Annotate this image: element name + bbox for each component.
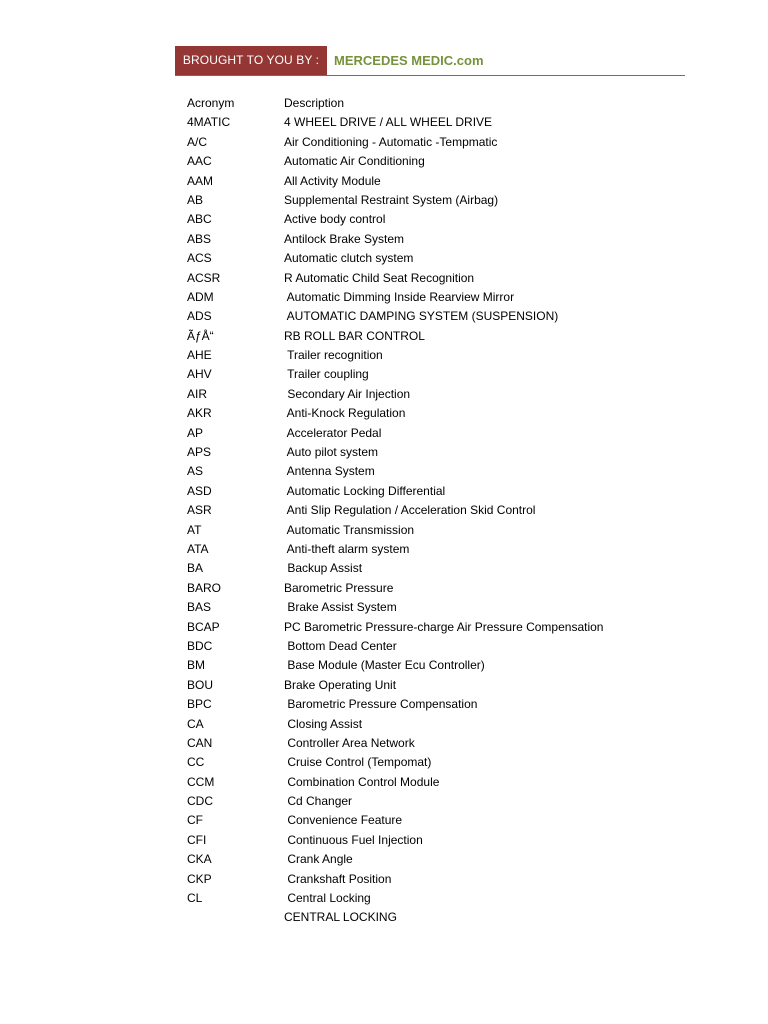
- acronym-cell: AHE: [187, 348, 212, 363]
- acronym-cell: AT: [187, 522, 202, 537]
- table-row: [187, 462, 375, 481]
- acronym-cell: AB: [187, 192, 204, 207]
- table-row: [187, 540, 410, 559]
- acronym-cell: CL: [187, 891, 203, 906]
- table-row: [187, 889, 371, 908]
- description-cell: Anti Slip Regulation / Acceleration Skid Control: [284, 503, 536, 518]
- table-row: [187, 850, 353, 869]
- acronym-cell: ADM: [187, 289, 214, 304]
- table-row: [187, 559, 363, 578]
- acronym-cell: BA: [187, 561, 204, 576]
- acronym-cell: BAS: [187, 600, 212, 615]
- description-cell: Anti-Knock Regulation: [284, 406, 406, 421]
- description-cell: Automatic Locking Differential: [284, 483, 446, 498]
- table-row: [187, 676, 397, 695]
- acronym-cell: AKR: [187, 406, 212, 421]
- description-cell: Convenience Feature: [284, 813, 403, 828]
- description-cell: All Activity Module: [284, 173, 381, 188]
- table-row: [187, 133, 498, 152]
- table-row: [187, 579, 394, 598]
- description-cell: Bottom Dead Center: [284, 638, 397, 653]
- acronym-cell: APS: [187, 445, 212, 460]
- table-row: [187, 598, 397, 617]
- description-cell: PC Barometric Pressure-charge Air Pressure Compensation: [284, 619, 604, 634]
- acronym-cell: CF: [187, 813, 203, 828]
- acronym-cell: ASD: [187, 483, 212, 498]
- acronym-cell: ADS: [187, 309, 212, 324]
- description-cell: Trailer coupling: [284, 367, 369, 382]
- acronym-cell: BOU: [187, 677, 214, 692]
- table-row: [187, 618, 604, 637]
- description-cell: Brake Operating Unit: [284, 677, 397, 692]
- description-cell: Brake Assist System: [284, 600, 397, 615]
- table-row: [187, 482, 446, 501]
- description-cell: Supplemental Restraint System (Airbag): [284, 192, 499, 207]
- table-row: [187, 656, 485, 675]
- description-cell: Continuous Fuel Injection: [284, 832, 423, 847]
- acronym-cell: CDC: [187, 794, 213, 809]
- table-row: [187, 269, 475, 288]
- description-cell: Controller Area Network: [284, 735, 415, 750]
- acronym-cell: BARO: [187, 580, 222, 595]
- table-row: [187, 831, 423, 850]
- table-row: [187, 172, 381, 191]
- table-row: [187, 191, 499, 210]
- table-row: [187, 753, 432, 772]
- table-row: [187, 404, 406, 423]
- description-cell: Central Locking: [284, 891, 371, 906]
- description-cell: Anti-theft alarm system: [284, 541, 410, 556]
- acronym-cell: ABC: [187, 212, 212, 227]
- description-cell: Crank Angle: [284, 852, 353, 867]
- description-cell: Automatic Transmission: [284, 522, 415, 537]
- acronym-cell: ÃƒÅ“: [187, 328, 214, 343]
- table-row: [187, 443, 379, 462]
- acronym-cell: AHV: [187, 367, 212, 382]
- acronym-cell: CC: [187, 755, 205, 770]
- description-cell: R Automatic Child Seat Recognition: [284, 270, 475, 285]
- table-row: [187, 870, 392, 889]
- description-cell: Crankshaft Position: [284, 871, 392, 886]
- description-cell: CENTRAL LOCKING: [284, 910, 397, 925]
- table-row: [187, 346, 383, 365]
- description-cell: Active body control: [284, 212, 386, 227]
- table-row: [187, 210, 386, 229]
- description-cell: Barometric Pressure: [284, 580, 394, 595]
- acronym-cell: A/C: [187, 134, 208, 149]
- table-row: [187, 908, 397, 927]
- acronym-cell: CAN: [187, 735, 213, 750]
- column-header-description: Description: [284, 96, 345, 110]
- description-cell: 4 WHEEL DRIVE / ALL WHEEL DRIVE: [284, 115, 493, 130]
- description-cell: Automatic Air Conditioning: [284, 154, 425, 169]
- acronym-cell: CFI: [187, 832, 207, 847]
- description-cell: Cruise Control (Tempomat): [284, 755, 432, 770]
- description-cell: Backup Assist: [284, 561, 363, 576]
- table-row: [187, 734, 415, 753]
- acronym-cell: BDC: [187, 638, 213, 653]
- description-cell: Cd Changer: [284, 794, 353, 809]
- table-row: [187, 521, 415, 540]
- column-header-acronym: Acronym: [187, 96, 235, 110]
- acronym-cell: CKA: [187, 852, 212, 867]
- description-cell: Combination Control Module: [284, 774, 440, 789]
- table-row: [187, 773, 440, 792]
- table-row: [187, 365, 369, 384]
- acronym-cell: ATA: [187, 541, 209, 556]
- acronym-cell: BPC: [187, 697, 212, 712]
- description-cell: Air Conditioning - Automatic -Tempmatic: [284, 134, 498, 149]
- acronym-cell: AS: [187, 464, 204, 479]
- acronym-cell: AIR: [187, 386, 208, 401]
- table-row: [187, 715, 363, 734]
- table-row: [187, 307, 559, 326]
- description-cell: Automatic Dimming Inside Rearview Mirror: [284, 289, 515, 304]
- table-row: [187, 288, 515, 307]
- acronym-cell: ASR: [187, 503, 212, 518]
- acronym-cell: BM: [187, 658, 205, 673]
- description-cell: Secondary Air Injection: [284, 386, 411, 401]
- acronym-cell: AAM: [187, 173, 214, 188]
- table-row: [187, 113, 493, 132]
- acronym-cell: ACS: [187, 251, 212, 266]
- brought-to-you-badge: BROUGHT TO YOU BY :: [175, 46, 327, 75]
- acronym-cell: CKP: [187, 871, 212, 886]
- description-cell: Antenna System: [284, 464, 375, 479]
- description-cell: Trailer recognition: [284, 348, 383, 363]
- description-cell: Base Module (Master Ecu Controller): [284, 658, 485, 673]
- table-row: [187, 424, 382, 443]
- description-cell: Closing Assist: [284, 716, 363, 731]
- table-row: [187, 230, 405, 249]
- acronym-cell: CCM: [187, 774, 215, 789]
- brand-name: MERCEDES MEDIC.com: [334, 53, 484, 68]
- table-row: [187, 249, 414, 268]
- acronym-cell: 4MATIC: [187, 115, 231, 130]
- table-row: [187, 385, 411, 404]
- description-cell: Automatic clutch system: [284, 251, 414, 266]
- column-header-row: [187, 94, 345, 113]
- table-row: [187, 501, 536, 520]
- table-row: [187, 637, 397, 656]
- description-cell: Auto pilot system: [284, 445, 379, 460]
- table-row: [187, 792, 353, 811]
- acronym-cell: ACSR: [187, 270, 221, 285]
- table-row: [187, 695, 478, 714]
- page-header: [175, 46, 685, 76]
- table-row: [187, 327, 425, 346]
- table-row: [187, 811, 403, 830]
- description-cell: AUTOMATIC DAMPING SYSTEM (SUSPENSION): [284, 309, 559, 324]
- acronym-cell: BCAP: [187, 619, 220, 634]
- description-cell: RB ROLL BAR CONTROL: [284, 328, 425, 343]
- acronym-table: [187, 94, 604, 928]
- description-cell: Accelerator Pedal: [284, 425, 382, 440]
- description-cell: Barometric Pressure Compensation: [284, 697, 478, 712]
- acronym-cell: ABS: [187, 231, 212, 246]
- acronym-cell: CA: [187, 716, 204, 731]
- description-cell: Antilock Brake System: [284, 231, 405, 246]
- acronym-cell: AAC: [187, 154, 212, 169]
- table-row: [187, 152, 425, 171]
- acronym-cell: AP: [187, 425, 204, 440]
